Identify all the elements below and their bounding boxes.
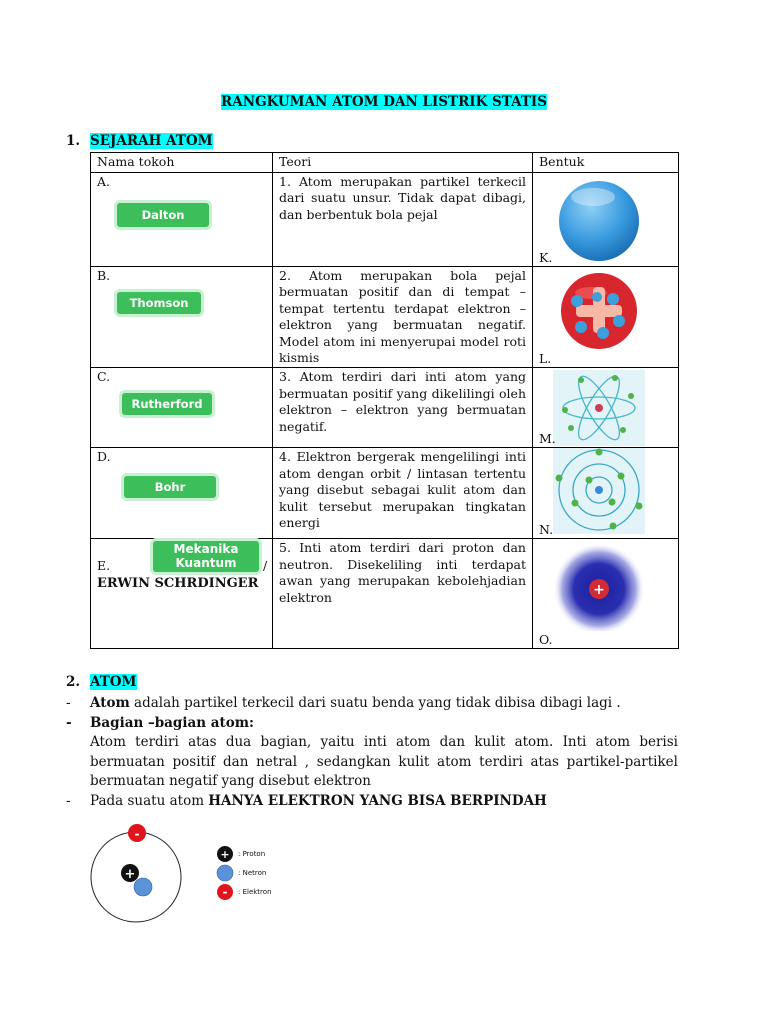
tokoh-cell-thomson: B. Thomson — [91, 267, 273, 368]
list-item: - Atom adalah partikel terkecil dari suatu benda yang tidak dibisa dibagi lagi . — [66, 695, 621, 711]
table-row — [91, 173, 679, 267]
table-row — [91, 267, 679, 368]
bentuk-cell — [533, 539, 679, 649]
badge-thomson: Thomson — [117, 292, 201, 314]
badge-mekanika-kuantum: Mekanika Kuantum — [153, 541, 259, 572]
legend-proton: + : Proton — [216, 844, 272, 863]
bentuk-cell — [533, 267, 679, 368]
bohr-model-icon — [553, 448, 645, 534]
shape-letter: K. — [539, 250, 553, 265]
atom-history-table — [90, 152, 679, 649]
list-item: - Pada suatu atom HANYA ELEKTRON YANG BISA BERPINDAH — [66, 792, 547, 809]
svg-text:+: + — [220, 847, 230, 861]
shape-letter: M. — [539, 431, 556, 447]
quantum-model-icon — [553, 543, 645, 631]
section-1-heading: 1. SEJARAH ATOM — [66, 133, 213, 149]
teori-cell: 4. Elektron bergerak mengelilingi inti atom dengan orbit / lintasan tertentu yang disebut sebagai kulit atom dan kulit tersebut merupakan tingkatan energi — [273, 448, 533, 539]
tokoh-cell-dalton: A. Dalton — [91, 173, 273, 267]
table-row — [91, 368, 679, 448]
thomson-model-icon — [553, 269, 645, 353]
teori-cell: 5. Inti atom terdiri dari proton dan neutron. Disekeliling inti terdapat awan yang merupakan kebolehjadian elektron — [273, 539, 533, 649]
tokoh-cell-mekanika-kuantum: Mekanika Kuantum E. / ERWIN SCHRDINGER — [91, 539, 273, 649]
teori-cell: 1. Atom merupakan partikel terkecil dari suatu unsur. Tidak dapat dibagi, dan berbentuk bola pejal — [273, 173, 533, 267]
document-title: RANGKUMAN ATOM DAN LISTRIK STATIS — [221, 94, 547, 110]
shape-letter: O. — [539, 632, 553, 648]
list-item: - Bagian –bagian atom: Atom terdiri atas dua bagian, yaitu inti atom dan kulit atom. Inti atom berisi bermuatan positif dan netral , sedangkan kulit atom terdiri atas partikel-partikel bermuatan negatif yang disebut elektron — [66, 714, 678, 789]
legend-electron: - : Elektron — [216, 882, 272, 901]
legend-neutron: : Netron — [216, 863, 272, 882]
tokoh-cell-rutherford: C. Rutherford — [91, 368, 273, 448]
neutron-icon — [134, 878, 152, 896]
diagram-legend — [216, 844, 272, 901]
atom-diagram — [86, 822, 190, 926]
table-row — [91, 448, 679, 539]
shape-letter: N. — [539, 522, 554, 538]
svg-text:-: - — [134, 827, 140, 841]
tokoh-cell-bohr: D. Bohr — [91, 448, 273, 539]
bentuk-cell — [533, 448, 679, 539]
bentuk-cell — [533, 173, 679, 267]
teori-cell: 3. Atom terdiri dari inti atom yang bermuatan positif yang dikelilingi oleh elektron – elektron yang bermuatan negatif. — [273, 368, 533, 448]
badge-rutherford: Rutherford — [122, 393, 212, 415]
atom-description-list — [66, 694, 678, 811]
svg-text:-: - — [222, 884, 228, 899]
badge-dalton: Dalton — [117, 203, 209, 227]
svg-text:+: + — [124, 867, 136, 882]
header-nama-tokoh: Nama tokoh — [91, 153, 273, 173]
table-row — [91, 539, 679, 649]
badge-bohr: Bohr — [124, 476, 216, 498]
header-bentuk: Bentuk — [533, 153, 679, 173]
dalton-model-icon — [553, 175, 645, 265]
shape-letter: L. — [539, 351, 552, 367]
section-2-heading: 2. ATOM — [66, 674, 137, 690]
svg-text:+: + — [593, 582, 605, 599]
rutherford-model-icon — [553, 370, 645, 446]
header-teori: Teori — [273, 153, 533, 173]
scientist-name: ERWIN SCHRDINGER — [97, 576, 259, 592]
table-header-row — [91, 153, 679, 173]
teori-cell: 2. Atom merupakan bola pejal bermuatan positif dan di tempat – tempat tertentu terdapat elektron – elektron yang bermuatan negatif. Model atom ini menyerupai model roti kismis — [273, 267, 533, 368]
bentuk-cell — [533, 368, 679, 448]
